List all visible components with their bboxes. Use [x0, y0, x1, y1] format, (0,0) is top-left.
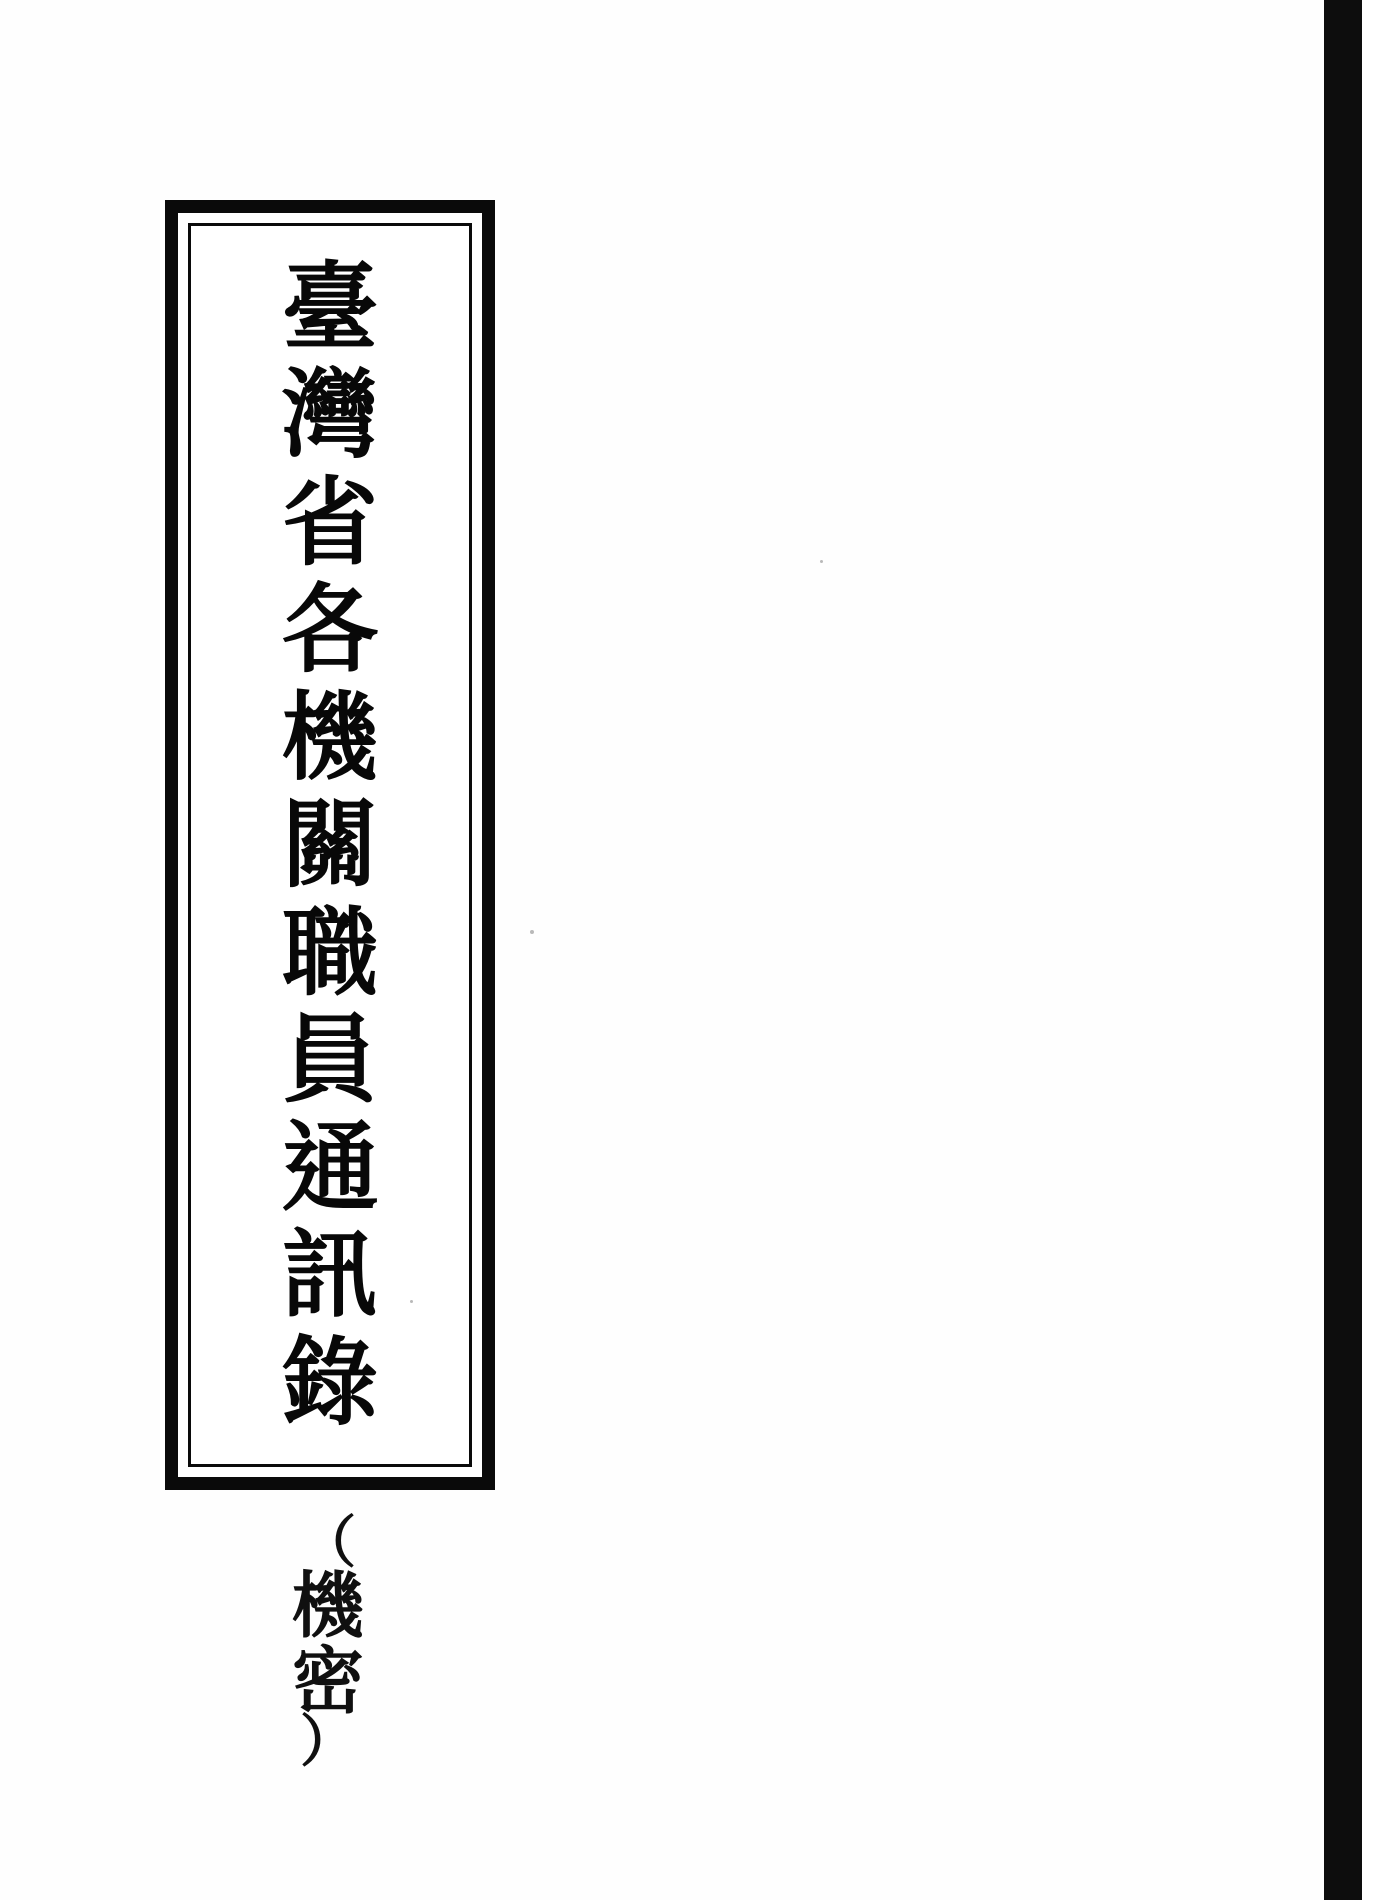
classification-char: 密 [291, 1638, 364, 1724]
title-char: 錄 [282, 1325, 378, 1439]
book-title-vertical [178, 213, 482, 1477]
title-char: 各 [282, 573, 378, 687]
title-char: 通 [282, 1110, 378, 1224]
title-char: 機 [282, 680, 378, 794]
title-char: 臺 [282, 250, 378, 364]
scan-speckle [820, 560, 823, 563]
title-char: 員 [282, 1003, 378, 1117]
title-char: 省 [282, 465, 378, 579]
title-char: 灣 [282, 358, 378, 472]
title-char: 職 [282, 895, 378, 1009]
classification-char: 機 [291, 1562, 364, 1648]
scan-speckle [410, 1300, 413, 1303]
title-char: 關 [282, 788, 378, 902]
classification-mark [268, 1510, 388, 1775]
page-gutter-edge [1324, 0, 1362, 1900]
title-char: 訊 [282, 1218, 378, 1332]
scan-speckle [530, 930, 534, 934]
title-cartouche-border [165, 200, 495, 1490]
classification-open-paren: （ [300, 1510, 356, 1576]
classification-close-paren: ） [300, 1708, 356, 1775]
